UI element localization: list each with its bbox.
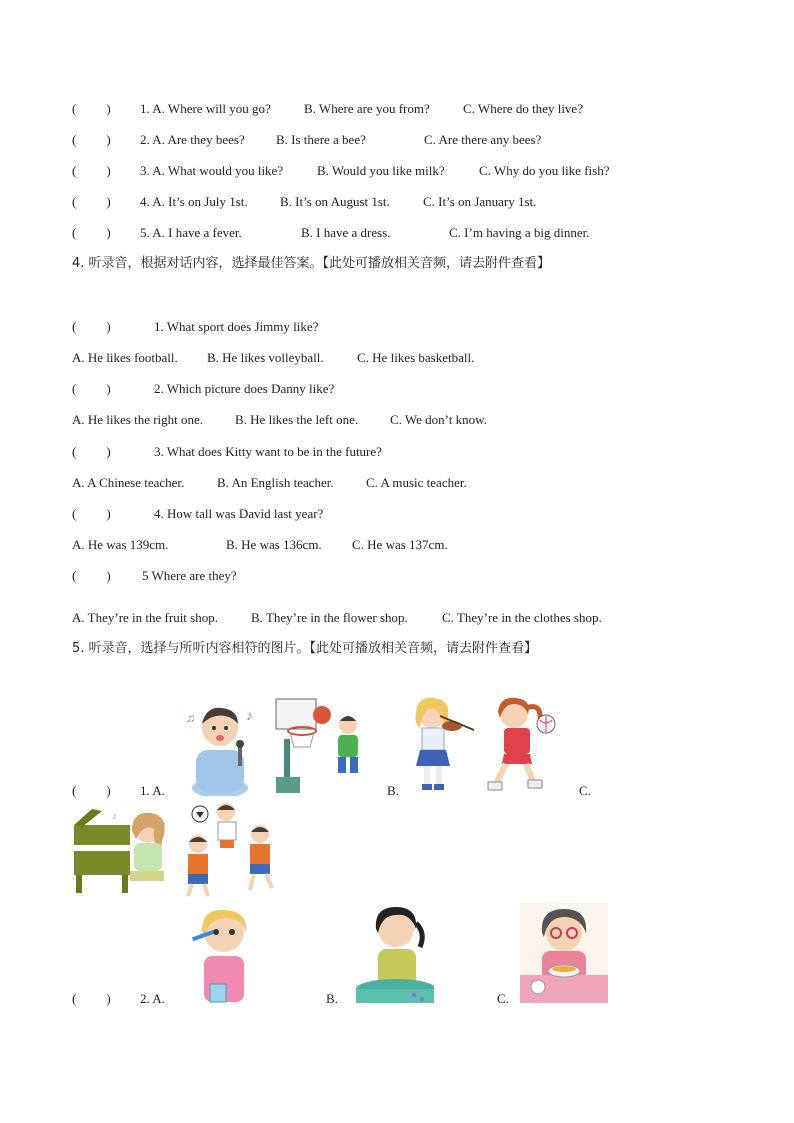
answer-paren-open[interactable]: ( — [72, 163, 77, 178]
option-a: A. A Chinese teacher. — [72, 475, 185, 490]
answer-paren-close: ) — [106, 319, 111, 334]
question-row — [72, 194, 537, 210]
option-c: C. He likes basketball. — [357, 350, 475, 365]
option-c: C. It’s on January 1st. — [423, 194, 537, 209]
option-b: B. They’re in the flower shop. — [251, 610, 408, 625]
option-a: A. He was 139cm. — [72, 537, 169, 552]
basketball-picture[interactable] — [272, 697, 368, 795]
question-row — [72, 506, 324, 522]
question-row — [72, 163, 610, 179]
question-text: 3. What does Kitty want to be in the future? — [154, 444, 382, 459]
option-c: C. They’re in the clothes shop. — [442, 610, 602, 625]
answer-paren-close: ) — [106, 506, 111, 521]
answer-paren-open[interactable]: ( — [72, 381, 77, 396]
question-row — [72, 444, 382, 460]
answer-paren-open[interactable]: ( — [72, 444, 77, 459]
option-c: C. I’m having a big dinner. — [449, 225, 590, 240]
option-a: A. He likes football. — [72, 350, 178, 365]
answer-paren-close: ) — [106, 381, 111, 396]
option-b: B. He likes the left one. — [235, 412, 359, 427]
option-b: B. Where are you from? — [304, 101, 430, 116]
woman-eating-picture[interactable] — [520, 903, 608, 1003]
option-c: C. He was 137cm. — [352, 537, 448, 552]
question-row — [72, 381, 335, 397]
question-text: 1. What sport does Jimmy like? — [154, 319, 319, 334]
girl-volleyball-picture[interactable] — [482, 692, 562, 796]
girl-violin-picture[interactable] — [404, 694, 476, 794]
option-b: B. An English teacher. — [217, 475, 334, 490]
option-c-label: C. — [497, 991, 509, 1006]
answer-paren-close: ) — [106, 991, 111, 1006]
answer-paren-close: ) — [106, 163, 111, 178]
option-c: C. Are there any bees? — [424, 132, 542, 147]
option-a: 2. A. Are they bees? — [140, 132, 245, 147]
girl-brushing-teeth-picture[interactable] — [186, 906, 258, 1004]
option-c: C. Where do they live? — [463, 101, 583, 116]
option-a-label: 1. A. — [140, 783, 165, 798]
boys-football-picture[interactable] — [176, 800, 280, 900]
option-a: A. He likes the right one. — [72, 412, 204, 427]
question-row — [72, 132, 542, 148]
answer-paren-close: ) — [106, 101, 111, 116]
option-c: C. Why do you like fish? — [479, 163, 610, 178]
option-b: B. He likes volleyball. — [207, 350, 324, 365]
answer-paren-open[interactable]: ( — [72, 991, 77, 1006]
answer-paren-close: ) — [106, 783, 111, 798]
option-a: 4. A. It’s on July 1st. — [140, 194, 248, 209]
question-row — [72, 225, 590, 241]
question-text: 4. How tall was David last year? — [154, 506, 324, 521]
question-row — [72, 568, 237, 584]
option-c: C. A music teacher. — [366, 475, 467, 490]
section-heading: 5. 听录音，选择与所听内容相符的图片。【此处可播放相关音频，请去附件查看】 — [72, 641, 538, 656]
option-b: B. It’s on August 1st. — [280, 194, 390, 209]
answer-paren-close: ) — [106, 225, 111, 240]
svg-text:♪: ♪ — [246, 709, 253, 724]
option-b: B. He was 136cm. — [226, 537, 322, 552]
option-a-label: 2. A. — [140, 991, 165, 1006]
girl-piano-picture[interactable] — [72, 805, 172, 895]
option-b-label: B. — [387, 783, 399, 798]
option-a: 1. A. Where will you go? — [140, 101, 271, 116]
girl-washing-face-picture[interactable] — [354, 903, 434, 1003]
option-b: B. Would you like milk? — [317, 163, 445, 178]
answer-paren-close: ) — [106, 194, 111, 209]
option-b: B. Is there a bee? — [276, 132, 366, 147]
option-b: B. I have a dress. — [301, 225, 391, 240]
question-row — [72, 101, 583, 117]
answer-paren-open[interactable]: ( — [72, 194, 77, 209]
option-a: A. They’re in the fruit shop. — [72, 610, 218, 625]
answer-paren-open[interactable]: ( — [72, 319, 77, 334]
svg-text:♫: ♫ — [186, 711, 195, 725]
svg-text:♪: ♪ — [112, 811, 117, 822]
answer-paren-open[interactable]: ( — [72, 568, 77, 583]
option-a: 3. A. What would you like? — [140, 163, 284, 178]
question-row — [72, 991, 165, 1007]
answer-paren-open[interactable]: ( — [72, 132, 77, 147]
question-text: 5 Where are they? — [142, 568, 237, 583]
answer-paren-open[interactable]: ( — [72, 783, 77, 798]
question-row — [72, 783, 165, 799]
boy-singing-picture[interactable] — [186, 700, 266, 796]
question-text: 2. Which picture does Danny like? — [154, 381, 335, 396]
answer-paren-close: ) — [106, 444, 111, 459]
answer-paren-open[interactable]: ( — [72, 101, 77, 116]
answer-paren-close: ) — [106, 132, 111, 147]
option-c: C. We don’t know. — [390, 412, 487, 427]
option-b-label: B. — [326, 991, 338, 1006]
section-heading: 4. 听录音，根据对话内容，选择最佳答案。【此处可播放相关音频，请去附件查看】 — [72, 256, 551, 271]
question-row — [72, 319, 319, 335]
answer-paren-open[interactable]: ( — [72, 225, 77, 240]
option-a: 5. A. I have a fever. — [140, 225, 242, 240]
answer-paren-open[interactable]: ( — [72, 506, 77, 521]
answer-paren-close: ) — [106, 568, 111, 583]
option-c-label: C. — [579, 783, 591, 798]
